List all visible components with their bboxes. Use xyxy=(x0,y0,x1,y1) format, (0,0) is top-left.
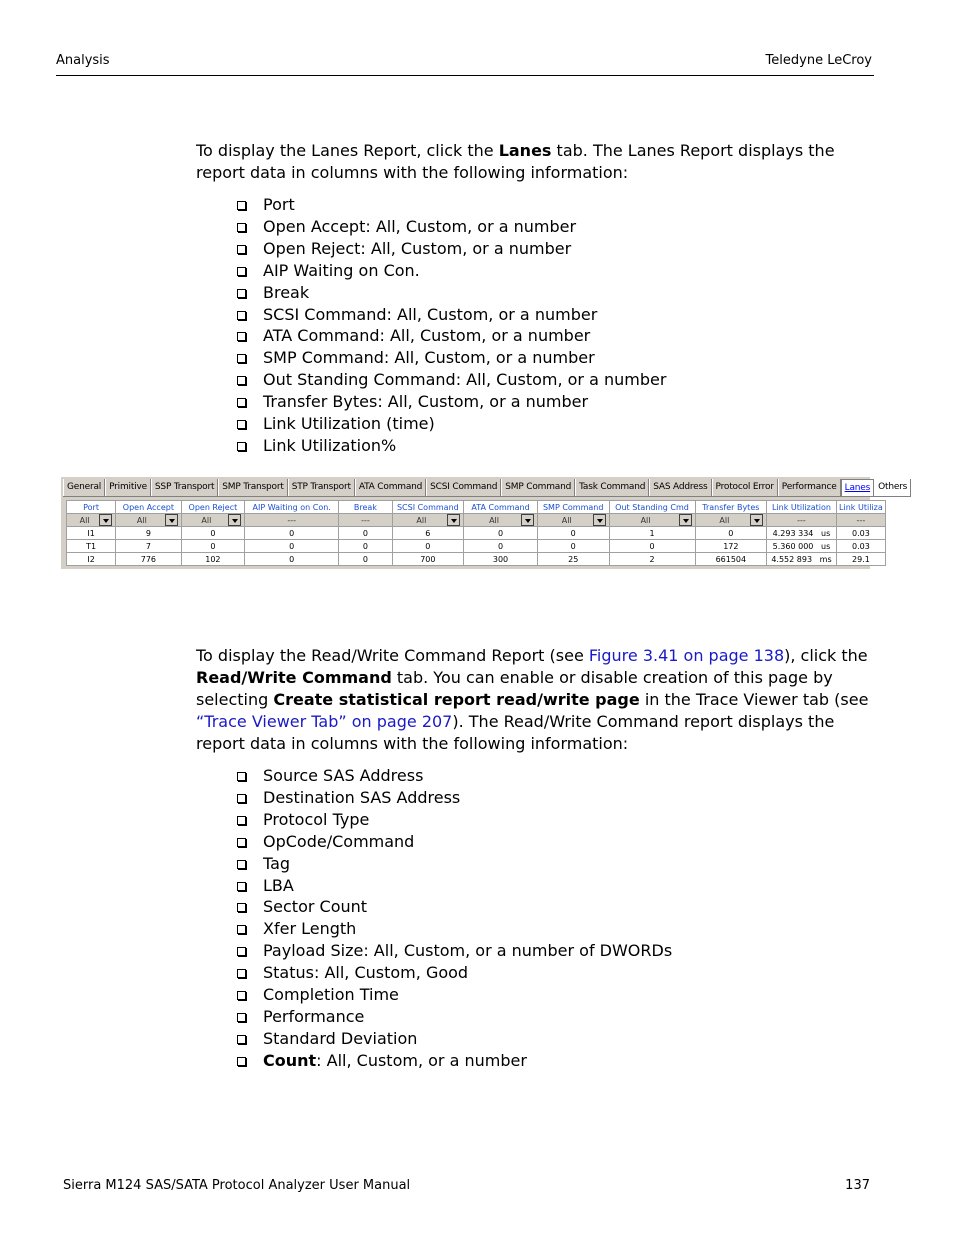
column-header[interactable]: SMP Command xyxy=(537,501,609,514)
list-item-text: Open Reject: All, Custom, or a number xyxy=(263,238,572,258)
table-cell: 661504 xyxy=(695,553,767,566)
list-item xyxy=(236,1050,672,1072)
list-item-text: ATA Command: All, Custom, or a number xyxy=(263,326,591,346)
filter-value: All xyxy=(640,515,651,525)
checkbox-bullet-icon xyxy=(237,376,246,385)
tab-lanes[interactable]: Lanes xyxy=(841,479,874,496)
list-item-text: Performance xyxy=(263,1006,365,1026)
table-cell: 1 xyxy=(609,527,695,540)
filter-value: All xyxy=(201,515,212,525)
list-item xyxy=(236,413,666,435)
column-header[interactable]: SCSI Command xyxy=(392,501,464,514)
table-cell: 0 xyxy=(245,527,339,540)
checkbox-bullet-icon xyxy=(237,311,246,320)
create-report-bold: Create statistical report read/write page xyxy=(273,690,640,709)
para2-text-3: tab. You can enable or disable creation of this page by selecting xyxy=(196,668,833,709)
filter-cell[interactable] xyxy=(392,514,464,527)
column-header[interactable]: Link Utilization xyxy=(767,501,837,514)
table-cell: 0 xyxy=(245,540,339,553)
column-header[interactable]: ATA Command xyxy=(464,501,538,514)
column-header[interactable]: Port xyxy=(67,501,116,514)
table-cell: 0 xyxy=(339,553,392,566)
list-item xyxy=(236,875,672,897)
table-cell: 29.1 xyxy=(836,553,885,566)
table-cell: 0 xyxy=(609,540,695,553)
table-cell: 776 xyxy=(116,553,182,566)
list-item-text: SCSI Command: All, Custom, or a number xyxy=(263,304,598,324)
table-cell: 0 xyxy=(339,540,392,553)
column-header[interactable]: AIP Waiting on Con. xyxy=(245,501,339,514)
list-item-text: Out Standing Command: All, Custom, or a number xyxy=(263,370,667,390)
list-item xyxy=(236,304,666,326)
para2-text-1: To display the Read/Write Command Report (see xyxy=(196,646,589,665)
tab-task-command[interactable]: Task Command xyxy=(575,479,649,496)
list-item xyxy=(236,347,666,369)
tab-others[interactable]: Others xyxy=(874,479,911,496)
list-item xyxy=(236,325,666,347)
tab-primitive[interactable]: Primitive xyxy=(105,479,151,496)
tab-general[interactable]: General xyxy=(63,479,105,496)
table-cell: 172 xyxy=(695,540,767,553)
list-item-text: Protocol Type xyxy=(263,809,370,829)
list-item xyxy=(236,809,672,831)
readwrite-columns-list xyxy=(236,765,672,1072)
tab-sas-address[interactable]: SAS Address xyxy=(649,479,711,496)
filter-value: All xyxy=(416,515,427,525)
list-item xyxy=(236,435,666,457)
dropdown-arrow-icon[interactable] xyxy=(593,514,606,526)
list-item xyxy=(236,194,666,216)
report-tab-strip xyxy=(63,479,911,497)
list-item-text: Destination SAS Address xyxy=(263,787,461,807)
list-item xyxy=(236,787,672,809)
filter-cell[interactable] xyxy=(609,514,695,527)
filter-row xyxy=(67,514,886,527)
trace-viewer-link[interactable]: “Trace Viewer Tab” on page 207 xyxy=(196,712,453,731)
lanes-intro-paragraph xyxy=(196,140,874,184)
filter-value: --- xyxy=(797,515,806,525)
filter-cell xyxy=(245,514,339,527)
list-item xyxy=(236,853,672,875)
table-cell: 2 xyxy=(609,553,695,566)
list-item xyxy=(236,896,672,918)
checkbox-bullet-icon xyxy=(237,816,246,825)
list-item xyxy=(236,238,666,260)
list-item-text: AIP Waiting on Con. xyxy=(263,260,420,280)
table-row[interactable] xyxy=(67,540,886,553)
checkbox-bullet-icon xyxy=(237,398,246,407)
list-item xyxy=(236,831,672,853)
list-item-text: Status: All, Custom, Good xyxy=(263,963,469,983)
filter-value: All xyxy=(136,515,147,525)
lanes-report-screenshot xyxy=(61,477,908,569)
table-cell: 0 xyxy=(537,540,609,553)
readwrite-bold: Read/Write Command xyxy=(196,668,392,687)
table-row[interactable] xyxy=(67,553,886,566)
tab-smp-command[interactable]: SMP Command xyxy=(501,479,575,496)
list-item xyxy=(236,1006,672,1028)
checkbox-bullet-icon xyxy=(237,1035,246,1044)
tab-performance[interactable]: Performance xyxy=(778,479,841,496)
dropdown-arrow-icon[interactable] xyxy=(679,514,692,526)
list-item xyxy=(236,216,666,238)
filter-cell xyxy=(339,514,392,527)
table-cell: 5.360 000 us xyxy=(767,540,837,553)
checkbox-bullet-icon xyxy=(237,925,246,934)
filter-value: --- xyxy=(361,515,370,525)
list-item-text: Transfer Bytes: All, Custom, or a number xyxy=(263,392,589,412)
filter-cell[interactable] xyxy=(537,514,609,527)
filter-cell[interactable] xyxy=(464,514,538,527)
readwrite-intro-paragraph xyxy=(196,645,874,755)
filter-cell[interactable] xyxy=(181,514,244,527)
tab-stp-transport[interactable]: STP Transport xyxy=(288,479,355,496)
column-header[interactable]: Open Reject xyxy=(181,501,244,514)
list-item-text: Port xyxy=(263,195,295,214)
checkbox-bullet-icon xyxy=(237,1013,246,1022)
table-header-row xyxy=(67,501,886,514)
footer-page-number: 137 xyxy=(845,1178,870,1193)
tab-protocol-error[interactable]: Protocol Error xyxy=(712,479,778,496)
checkbox-bullet-icon xyxy=(237,223,246,232)
table-cell: 7 xyxy=(116,540,182,553)
table-cell: T1 xyxy=(67,540,116,553)
list-item xyxy=(236,962,672,984)
table-cell: 0 xyxy=(392,540,464,553)
list-item xyxy=(236,1028,672,1050)
dropdown-arrow-icon[interactable] xyxy=(165,514,178,526)
filter-cell xyxy=(767,514,837,527)
filter-cell xyxy=(836,514,885,527)
list-item-bold: Count xyxy=(263,1050,317,1070)
lanes-report-table xyxy=(66,500,886,566)
list-item-text: Open Accept: All, Custom, or a number xyxy=(263,216,577,236)
checkbox-bullet-icon xyxy=(237,1057,246,1066)
header-rule xyxy=(56,75,874,76)
list-item-text: Source SAS Address xyxy=(263,766,424,785)
checkbox-bullet-icon xyxy=(237,794,246,803)
checkbox-bullet-icon xyxy=(237,267,246,276)
checkbox-bullet-icon xyxy=(237,245,246,254)
tab-ssp-transport[interactable]: SSP Transport xyxy=(151,479,218,496)
list-item-text: Tag xyxy=(263,853,291,873)
table-cell: 0 xyxy=(181,527,244,540)
list-item-text: Payload Size: All, Custom, or a number of DWORDs xyxy=(263,941,673,961)
dropdown-arrow-icon[interactable] xyxy=(99,514,112,526)
filter-value: All xyxy=(489,515,499,525)
list-item-text: OpCode/Command xyxy=(263,831,415,851)
filter-value: All xyxy=(719,515,730,525)
table-cell: 0 xyxy=(245,553,339,566)
list-item xyxy=(236,282,666,304)
checkbox-bullet-icon xyxy=(237,860,246,869)
para2-text-2: ), click the xyxy=(784,646,868,665)
table-cell: 4.293 334 us xyxy=(767,527,837,540)
list-item-text: Standard Deviation xyxy=(263,1028,418,1048)
filter-value: --- xyxy=(856,515,866,525)
header-company: Teledyne LeCroy xyxy=(765,53,872,68)
figure-link[interactable]: Figure 3.41 on page 138 xyxy=(588,646,785,665)
filter-cell[interactable] xyxy=(67,514,116,527)
para1-text-2: tab. The Lanes Report displays the report data in columns with the following information: xyxy=(196,141,835,182)
table-cell: 9 xyxy=(116,527,182,540)
list-item-text: : All, Custom, or a number xyxy=(316,1050,527,1070)
dropdown-arrow-icon[interactable] xyxy=(521,514,534,526)
list-item xyxy=(236,260,666,282)
table-cell: 0.03 xyxy=(836,540,885,553)
filter-value: All xyxy=(79,515,90,525)
table-cell: I1 xyxy=(67,527,116,540)
table-cell: 700 xyxy=(392,553,464,566)
table-cell: 0 xyxy=(537,527,609,540)
column-header[interactable]: Out Standing Cmd xyxy=(609,501,695,514)
header-section-title: Analysis xyxy=(56,53,110,68)
table-cell: 0 xyxy=(464,527,538,540)
checkbox-bullet-icon xyxy=(237,838,246,847)
table-cell: 6 xyxy=(392,527,464,540)
list-item-text: Link Utilization (time) xyxy=(263,414,435,434)
list-item-text: Completion Time xyxy=(263,985,399,1005)
para2-text-5: ). The Read/Write Command report displays the report data in columns with the following information: xyxy=(196,712,835,753)
tab-ata-command[interactable]: ATA Command xyxy=(355,479,426,496)
table-cell: 0.03 xyxy=(836,527,885,540)
list-item-text: LBA xyxy=(263,875,294,895)
filter-value: --- xyxy=(287,515,297,525)
tab-smp-transport[interactable]: SMP Transport xyxy=(218,479,287,496)
column-header[interactable]: Open Accept xyxy=(116,501,182,514)
list-item xyxy=(236,391,666,413)
checkbox-bullet-icon xyxy=(237,991,246,1000)
filter-cell[interactable] xyxy=(116,514,182,527)
table-cell: 0 xyxy=(339,527,392,540)
table-cell: I2 xyxy=(67,553,116,566)
para1-text-1: To display the Lanes Report, click the xyxy=(196,141,499,160)
checkbox-bullet-icon xyxy=(237,882,246,891)
table-cell: 300 xyxy=(464,553,538,566)
checkbox-bullet-icon xyxy=(237,420,246,429)
list-item xyxy=(236,918,672,940)
list-item xyxy=(236,765,672,787)
list-item-text: Break xyxy=(263,282,310,302)
checkbox-bullet-icon xyxy=(237,354,246,363)
list-item-text: SMP Command: All, Custom, or a number xyxy=(263,348,595,368)
lanes-columns-list xyxy=(236,194,666,457)
column-header[interactable]: Break xyxy=(339,501,392,514)
list-item-text: Link Utilization% xyxy=(263,435,397,455)
table-cell: 0 xyxy=(695,527,767,540)
checkbox-bullet-icon xyxy=(237,289,246,298)
tab-scsi-command[interactable]: SCSI Command xyxy=(426,479,501,496)
checkbox-bullet-icon xyxy=(237,903,246,912)
table-cell: 0 xyxy=(181,540,244,553)
list-item-text: Sector Count xyxy=(263,897,368,917)
list-item-text: Xfer Length xyxy=(263,919,357,939)
column-header[interactable]: Transfer Bytes xyxy=(695,501,767,514)
list-item xyxy=(236,984,672,1006)
dropdown-arrow-icon[interactable] xyxy=(750,514,763,526)
table-cell: 25 xyxy=(537,553,609,566)
table-row[interactable] xyxy=(67,527,886,540)
column-header[interactable]: Link Utiliza xyxy=(836,501,885,514)
table-cell: 102 xyxy=(181,553,244,566)
checkbox-bullet-icon xyxy=(237,332,246,341)
para2-text-4: in the Trace Viewer tab (see xyxy=(639,690,869,709)
filter-cell[interactable] xyxy=(695,514,767,527)
checkbox-bullet-icon xyxy=(237,947,246,956)
dropdown-arrow-icon[interactable] xyxy=(228,514,241,526)
list-item xyxy=(236,369,666,391)
checkbox-bullet-icon xyxy=(237,201,246,210)
filter-value: All xyxy=(561,515,572,525)
lanes-bold: Lanes xyxy=(498,141,552,160)
footer-manual-title: Sierra M124 SAS/SATA Protocol Analyzer User Manual xyxy=(63,1178,411,1193)
dropdown-arrow-icon[interactable] xyxy=(447,514,460,526)
checkbox-bullet-icon xyxy=(237,442,246,451)
table-cell: 0 xyxy=(464,540,538,553)
checkbox-bullet-icon xyxy=(237,969,246,978)
list-item xyxy=(236,940,672,962)
checkbox-bullet-icon xyxy=(237,772,246,781)
table-cell: 4.552 893 ms xyxy=(767,553,837,566)
